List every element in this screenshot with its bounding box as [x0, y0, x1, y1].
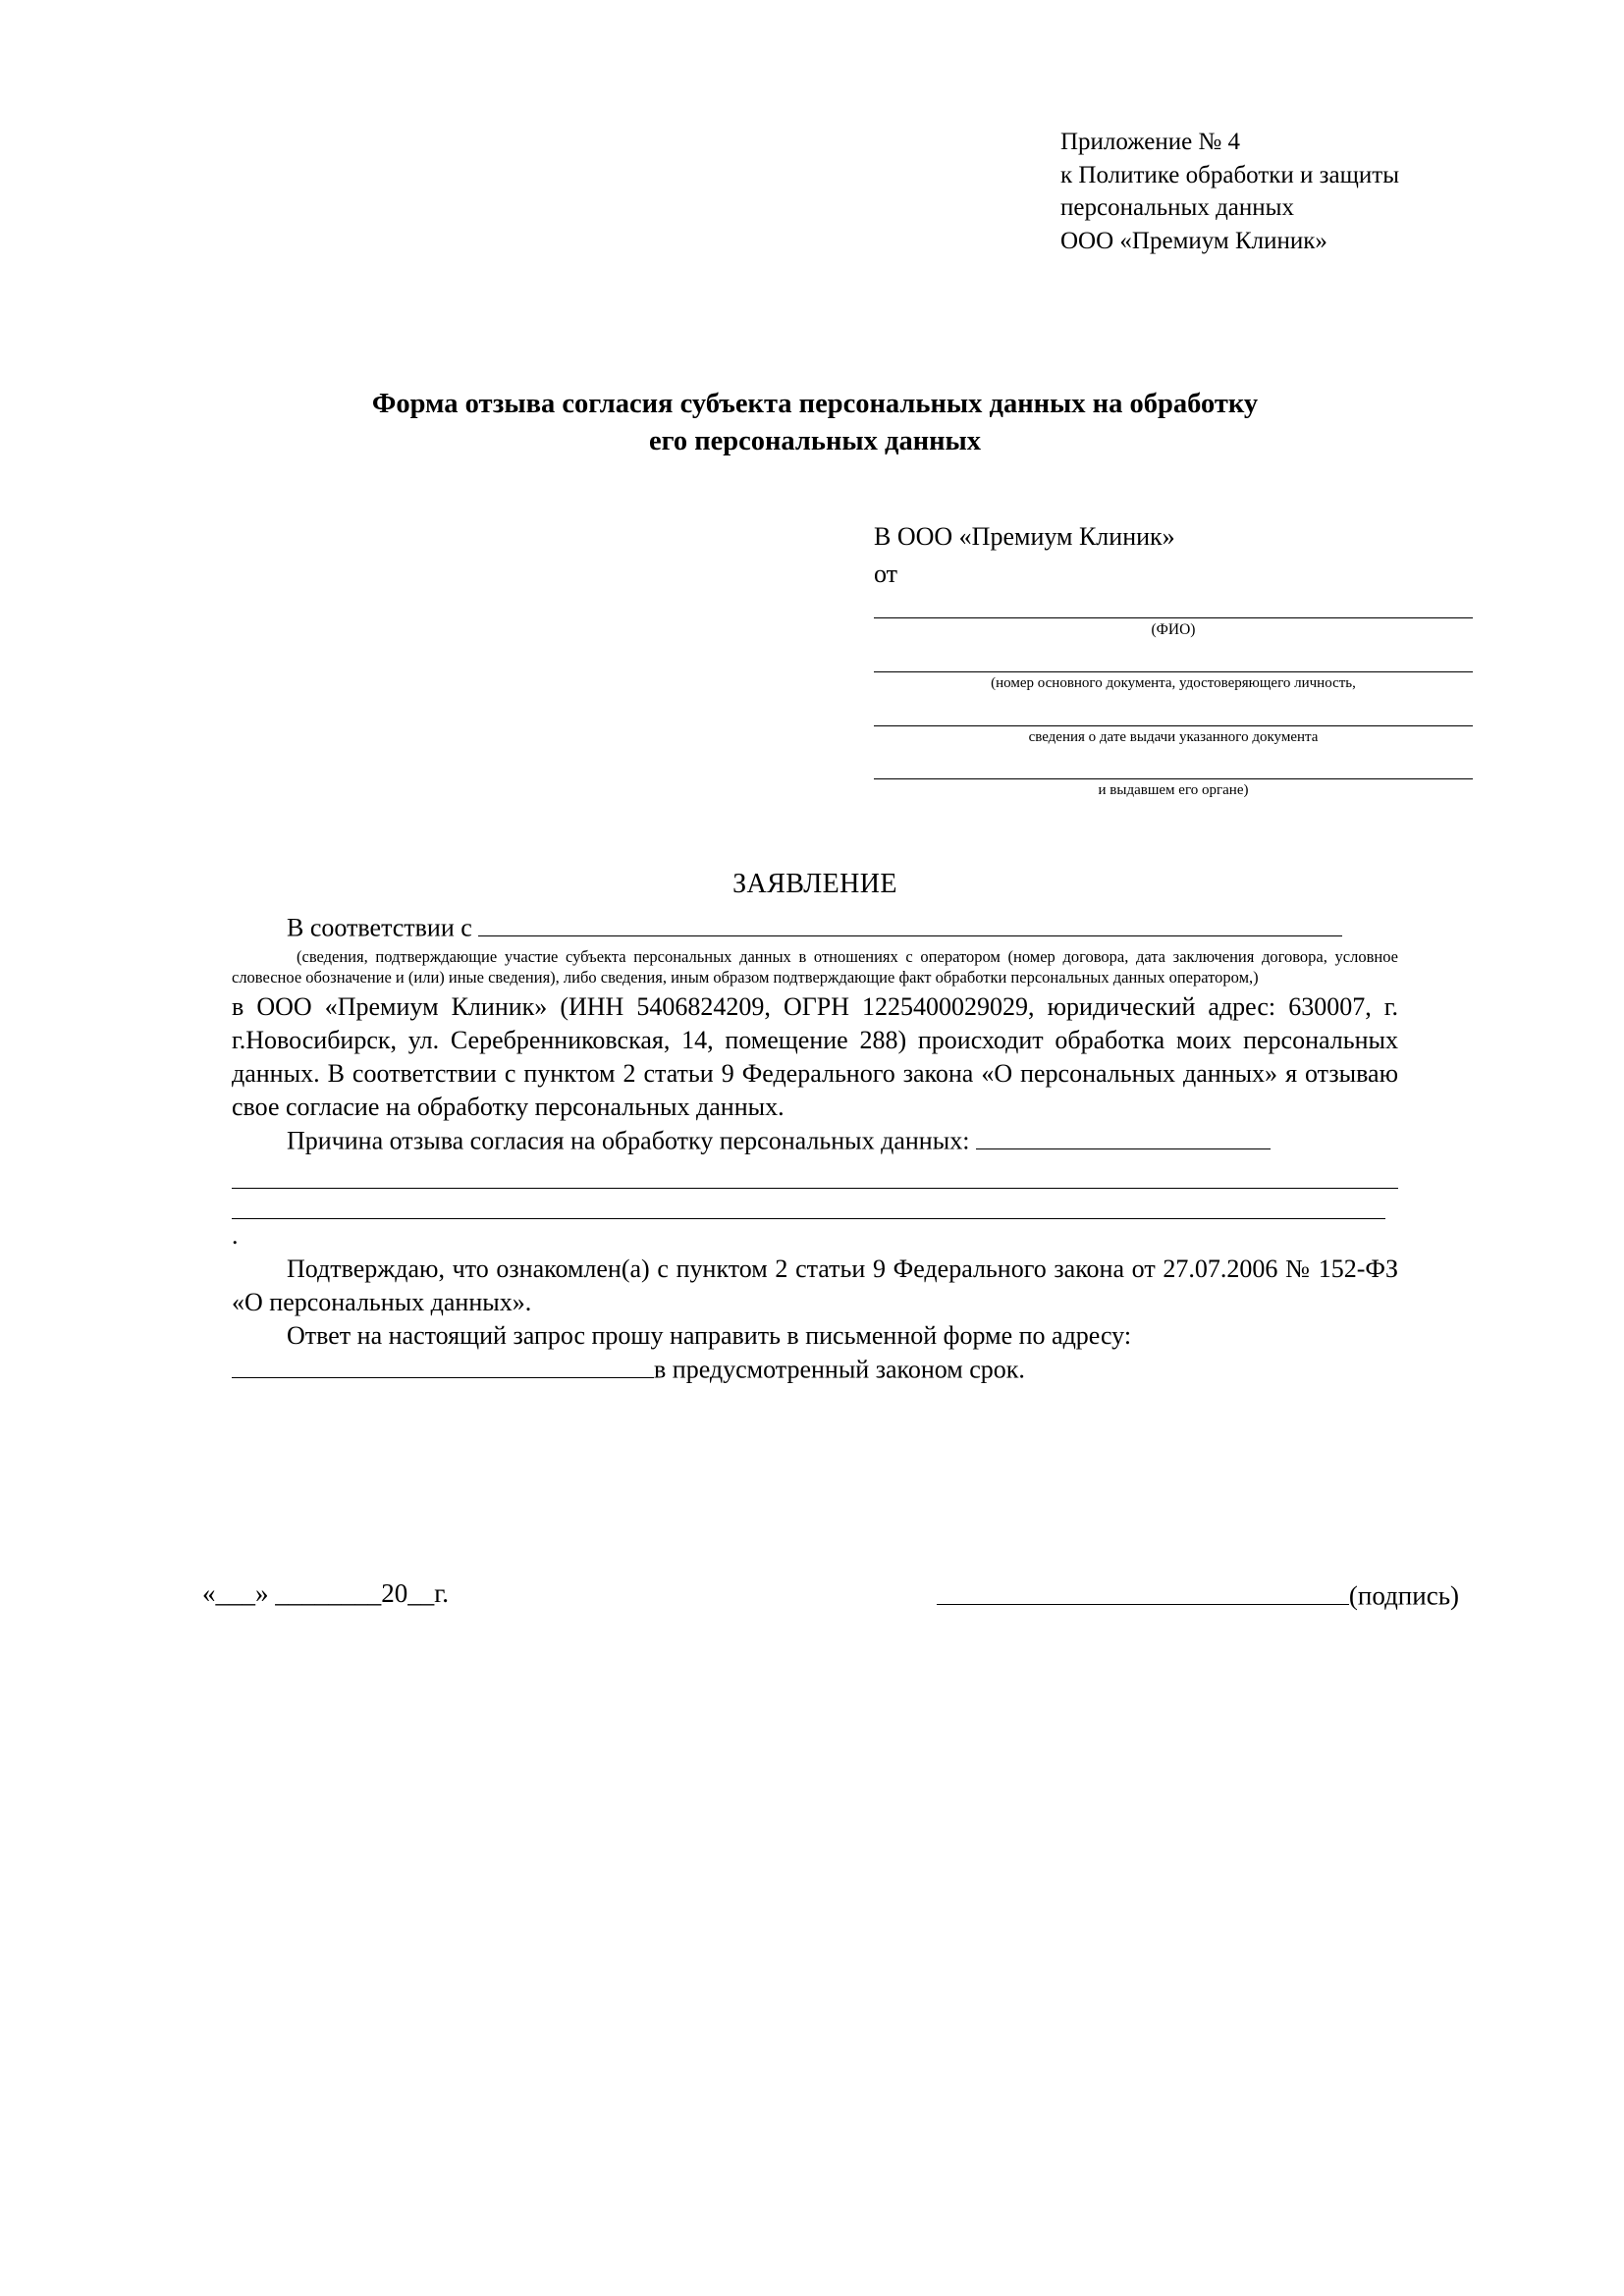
- field-document-date[interactable]: [874, 701, 1473, 747]
- header-line-2: к Политике обработки и защиты: [1060, 161, 1400, 188]
- confirm-paragraph-text: Подтверждаю, что ознакомлен(а) с пунктом 2 статьи 9 Федерального закона от 27.07.2006 № 152-ФЗ «О персональных данных».: [232, 1254, 1398, 1316]
- document-header: [1060, 126, 1522, 257]
- main-paragraph: в ООО «Премиум Клиник» (ИНН 5406824209, ОГРН 1225400029029, юридический адрес: 630007, г. г.Новосибирск, ул. Серебренниковская, 14, помещение 288) происходит обработка моих персональных данных. В соответствии с пунктом 2 статьи 9 Федерального закона «О персональных данных» я отзываю свое согласие на обработку персональных данных.: [232, 991, 1398, 1122]
- document-date-caption: сведения о дате выдачи указанного документа: [1028, 728, 1319, 745]
- answer-paragraph: [232, 1319, 1398, 1353]
- field-document-number[interactable]: [874, 647, 1473, 693]
- answer-address-line: [232, 1353, 1398, 1387]
- reason-blank-line-1[interactable]: [976, 1124, 1271, 1149]
- reason-blank-line-3[interactable]: [232, 1189, 1385, 1219]
- answer-tail-text: в предусмотренный законом срок.: [654, 1355, 1025, 1384]
- header-line-3: персональных данных: [1060, 194, 1294, 221]
- page-title-line-1: Форма отзыва согласия субъекта персональных данных на обработку: [371, 389, 1259, 419]
- document-date-blank-line[interactable]: [874, 701, 1473, 726]
- statement-heading: ЗАЯВЛЕНИЕ: [732, 869, 897, 899]
- reason-line-3: [232, 1189, 1398, 1253]
- reason-end-dot: .: [232, 1220, 239, 1250]
- page-title: [236, 386, 1394, 460]
- addressee-from-label: от: [874, 559, 898, 588]
- document-number-blank-line[interactable]: [874, 647, 1473, 672]
- addressee-block: [874, 520, 1473, 808]
- signature-field[interactable]: [937, 1578, 1459, 1612]
- date-placeholder[interactable]: «___» ________20__г.: [202, 1578, 450, 1608]
- in-accordance-blank-line[interactable]: [478, 911, 1342, 936]
- confirm-paragraph: [232, 1253, 1398, 1319]
- statement-body: [232, 911, 1398, 1387]
- field-fio[interactable]: [874, 593, 1473, 639]
- document-number-caption: (номер основного документа, удостоверяющего личность,: [991, 674, 1356, 691]
- in-accordance-hint-text: (сведения, подтверждающие участие субъекта персональных данных в отношениях с оператором (номер договора, дата заключения договора, условное словесное обозначение и (или) иные сведения), либо сведения, иным образом подтверждающие факт обработки персональных данных оператором,): [232, 946, 1398, 987]
- in-accordance-label: В соответствии с: [287, 913, 472, 942]
- in-accordance-hint: [232, 946, 1398, 988]
- header-line-1: Приложение № 4: [1060, 129, 1241, 155]
- fio-caption: (ФИО): [1151, 620, 1196, 638]
- reason-label: Причина отзыва согласия на обработку персональных данных:: [287, 1126, 970, 1155]
- document-issuer-caption: и выдавшем его органе): [1098, 782, 1249, 799]
- fio-blank-line[interactable]: [874, 593, 1473, 618]
- answer-paragraph-text: Ответ на настоящий запрос прошу направить в письменной форме по адресу:: [287, 1321, 1132, 1351]
- page-title-line-2: его персональных данных: [648, 425, 982, 456]
- document-issuer-blank-line[interactable]: [874, 754, 1473, 779]
- reason-line: [232, 1124, 1398, 1158]
- reason-blank-line-2[interactable]: [232, 1158, 1398, 1189]
- addressee-organization: В ООО «Премиум Клиник»: [874, 522, 1175, 551]
- signature-blank-line[interactable]: [937, 1578, 1349, 1605]
- field-document-issuer[interactable]: [874, 754, 1473, 800]
- answer-address-blank-line[interactable]: [232, 1353, 654, 1378]
- header-line-4: ООО «Премиум Клиник»: [1060, 227, 1327, 254]
- signature-caption: (подпись): [1348, 1580, 1459, 1611]
- in-accordance-line: [232, 911, 1398, 945]
